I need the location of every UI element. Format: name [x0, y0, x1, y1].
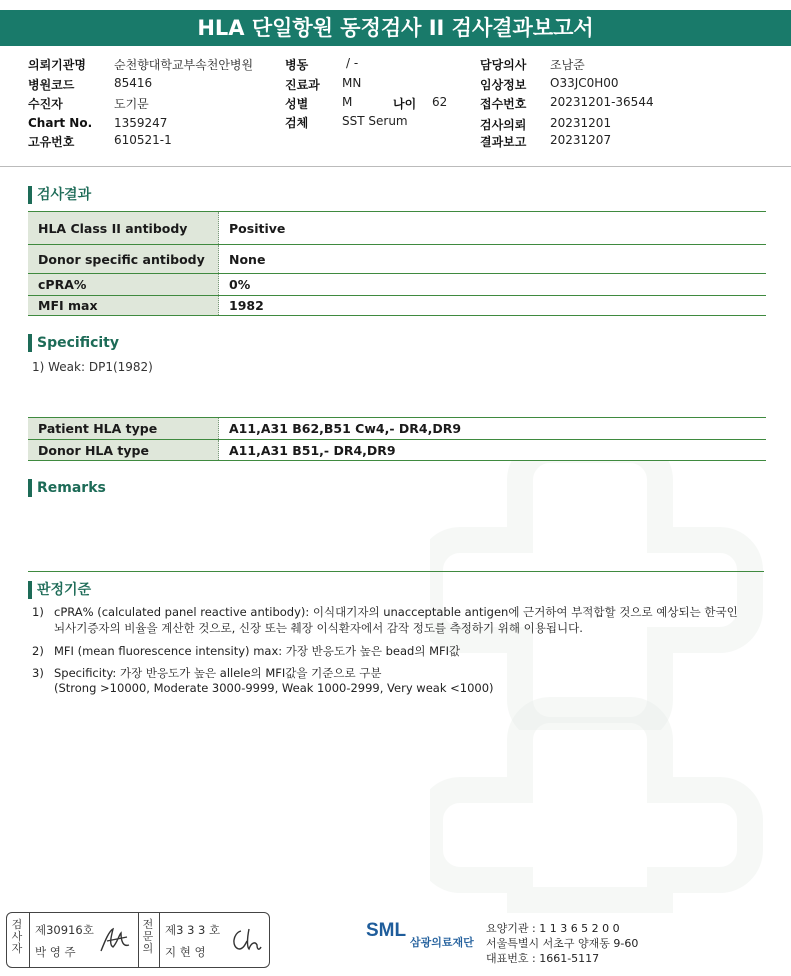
info-label: 접수번호	[480, 97, 527, 111]
info-label: 검사의뢰	[480, 118, 527, 132]
hla-value: A11,A31 B62,B51 Cw4,- DR4,DR9	[219, 418, 767, 440]
info-label: 임상정보	[480, 78, 527, 92]
logo-name: 삼광의료재단	[410, 936, 474, 949]
divider	[29, 913, 30, 967]
criteria-number: 3)	[32, 666, 44, 680]
result-label: MFI max	[28, 296, 219, 316]
result-value: 1982	[219, 296, 767, 316]
signature-1	[97, 923, 135, 957]
info-value: 610521-1	[114, 133, 172, 147]
info-label: 의뢰기관명	[28, 58, 86, 72]
info-label: 병원코드	[28, 78, 75, 92]
hla-label: Donor HLA type	[28, 440, 219, 461]
criteria-heading: 판정기준	[28, 581, 91, 599]
divider	[28, 571, 764, 572]
hla-label: Patient HLA type	[28, 418, 219, 440]
criteria-text: Specificity: 가장 반응도가 높은 allele의 MFI값을 기준으로 구분	[54, 666, 382, 680]
result-value: 0%	[219, 274, 767, 296]
info-value: O33JC0H00	[550, 76, 619, 90]
hla-value: A11,A31 B51,- DR4,DR9	[219, 440, 767, 461]
signer2-license: 제3 3 3 호	[165, 923, 221, 937]
specificity-line: 1) Weak: DP1(1982)	[32, 360, 153, 374]
info-value: M	[342, 95, 353, 109]
divider	[138, 913, 139, 967]
specificity-heading: Specificity	[28, 334, 119, 352]
info-value: 20231207	[550, 133, 612, 147]
org-code: 요양기관 : 1 1 3 6 5 2 0 0	[486, 922, 620, 935]
org-phone: 대표번호 : 1661-5117	[486, 952, 600, 965]
info-label: Chart No.	[28, 116, 93, 130]
info-label: 수진자	[28, 97, 63, 111]
org-address: 서울특별시 서초구 양재동 9-60	[486, 937, 639, 950]
info-label: 고유번호	[28, 135, 75, 149]
table-row	[28, 418, 766, 440]
report-title: HLA 단일항원 동정검사 II 검사결과보고서	[0, 10, 791, 46]
info-value: 20231201-36544	[550, 95, 654, 109]
info-value: 85416	[114, 76, 153, 90]
info-value: 순천향대학교부속천안병원	[114, 58, 254, 72]
criteria-text: 뇌사기증자의 비율을 계산한 것으로, 신장 또는 췌장 이식환자에서 감작 정도를 측정하기 위해 이용됩니다.	[54, 621, 583, 635]
criteria-number: 2)	[32, 644, 44, 658]
signature-box	[6, 912, 270, 968]
watermark-cross-icon	[430, 690, 790, 920]
result-label: cPRA%	[28, 274, 219, 296]
info-label: 담당의사	[480, 58, 527, 72]
info-label: 진료과	[285, 78, 320, 92]
signer1-license: 제30916호	[35, 923, 94, 937]
info-value: 62	[432, 95, 448, 109]
criteria-text: (Strong >10000, Moderate 3000-9999, Weak 1000-2999, Very weak <1000)	[54, 681, 494, 695]
info-value: / -	[346, 56, 359, 70]
sml-logo: SML	[366, 920, 407, 941]
info-value: 20231201	[550, 116, 612, 130]
info-value: 1359247	[114, 116, 168, 130]
info-label: 성별	[285, 97, 309, 111]
info-value: SST Serum	[342, 114, 408, 128]
result-value: Positive	[219, 212, 767, 245]
criteria-text: cPRA% (calculated panel reactive antibody): 이식대기자의 unacceptable antigen에 근거하여 부적합할 것으로 예상되는 한국인	[54, 605, 738, 619]
info-value: MN	[342, 76, 362, 90]
table-row	[28, 245, 766, 274]
info-value: 조남준	[550, 58, 585, 72]
result-value: None	[219, 245, 767, 274]
criteria-text: MFI (mean fluorescence intensity) max: 가장 반응도가 높은 bead의 MFI값	[54, 644, 461, 658]
info-row	[28, 56, 86, 73]
signer2-role: 전문의	[142, 918, 154, 955]
remarks-heading: Remarks	[28, 479, 106, 497]
info-label: 병동	[285, 58, 309, 72]
info-label: 결과보고	[480, 135, 527, 149]
result-label: HLA Class II antibody	[28, 212, 219, 245]
table-row	[28, 274, 766, 296]
results-table	[28, 211, 766, 316]
info-label: 검체	[285, 116, 309, 130]
signer2-name: 지 현 영	[165, 945, 206, 959]
results-heading: 검사결과	[28, 186, 91, 204]
result-label: Donor specific antibody	[28, 245, 219, 274]
signer1-name: 박 영 주	[35, 945, 76, 959]
hla-type-table	[28, 417, 766, 461]
table-row	[28, 296, 766, 316]
info-label: 나이	[393, 97, 417, 111]
table-row	[28, 212, 766, 245]
divider	[0, 166, 791, 167]
table-row	[28, 440, 766, 461]
signer1-role: 검사자	[11, 918, 23, 955]
signature-2	[227, 923, 263, 957]
divider	[159, 913, 160, 967]
info-value: 도기문	[114, 97, 149, 111]
criteria-number: 1)	[32, 605, 44, 619]
criteria-list	[32, 605, 752, 705]
